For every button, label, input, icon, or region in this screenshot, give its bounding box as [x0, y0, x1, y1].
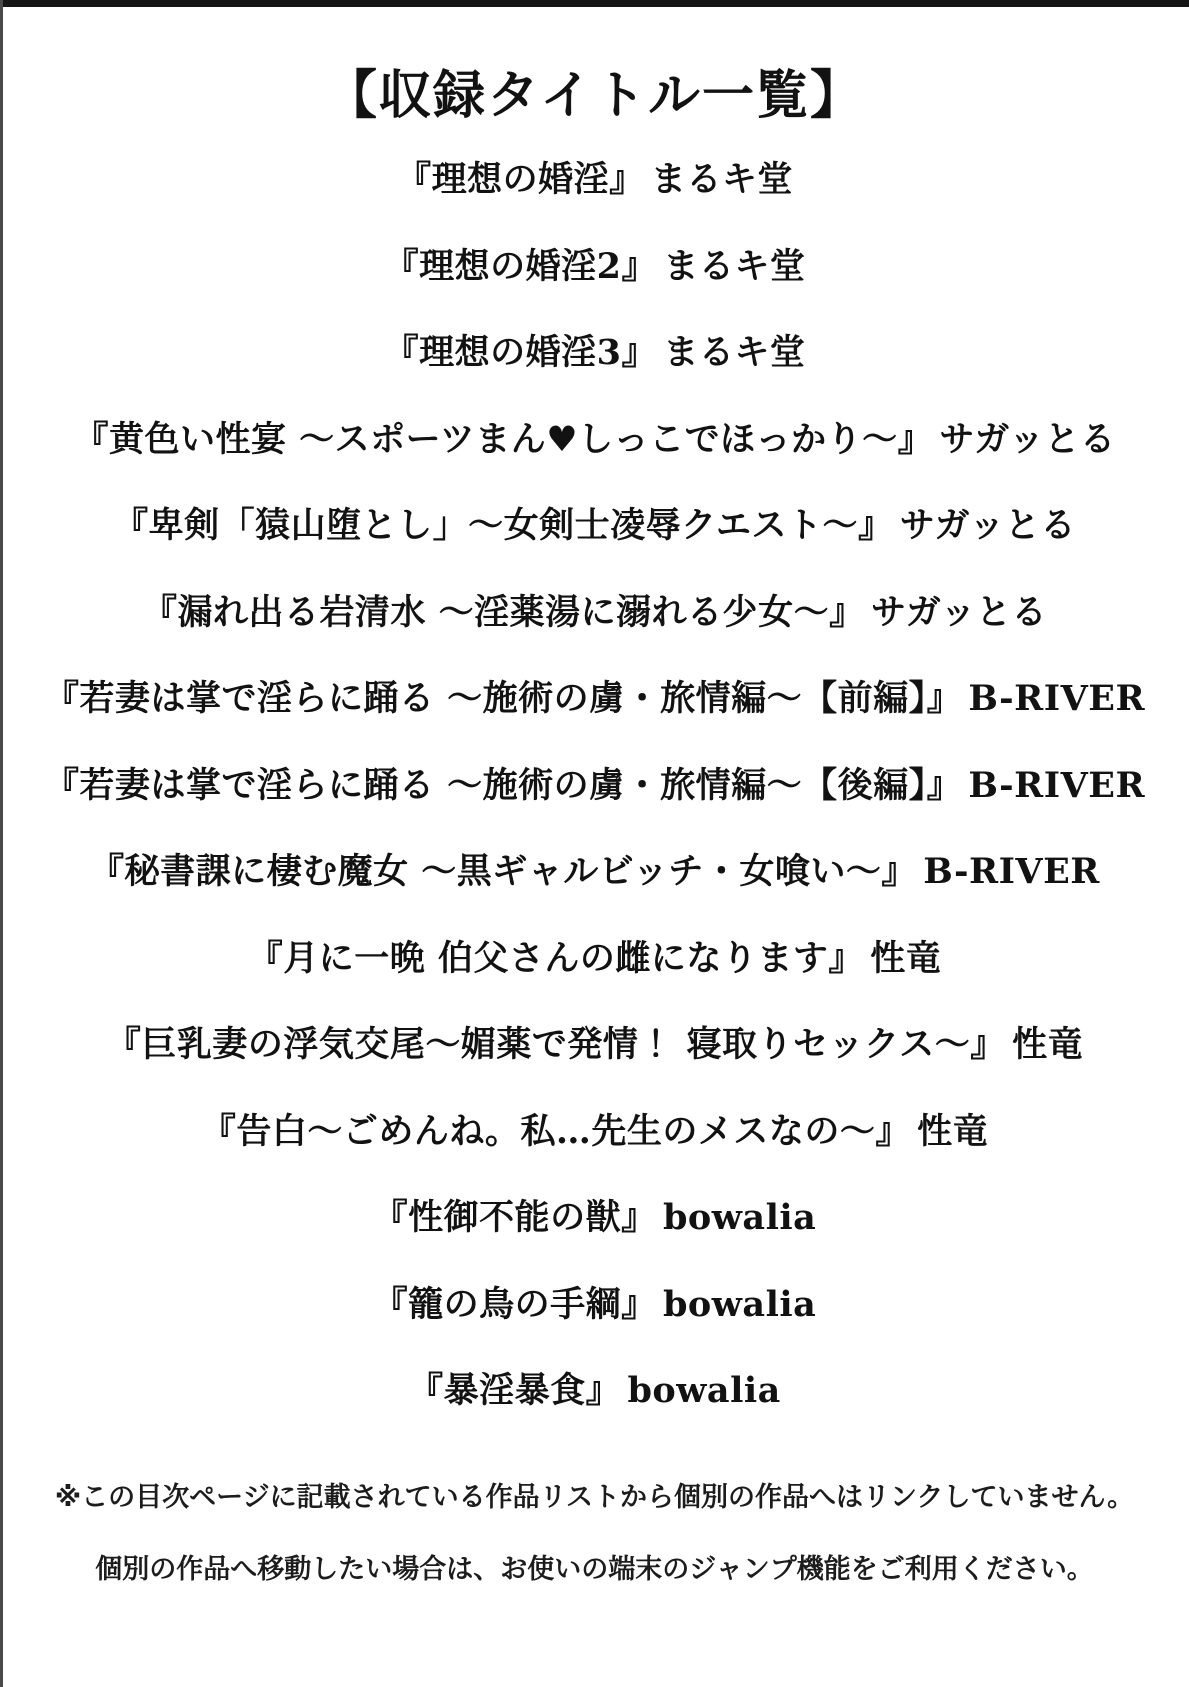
footer-note [0, 1462, 1189, 1606]
entry-title: 『月に一晩 伯父さんの雌になります』 [247, 937, 864, 979]
toc-entry [0, 743, 1189, 830]
toc-entry [0, 1089, 1189, 1176]
page-top-border [0, 0, 1189, 7]
toc-list [0, 137, 1189, 1435]
entry-title: 『若妻は掌で淫らに踊る ～施術の虜・旅情編～【前編】』 [43, 678, 963, 719]
entry-title: 『卑剣「猿山堕とし」～女剣士凌辱クエスト～』 [113, 505, 894, 546]
entry-author: B-RIVER [968, 764, 1146, 806]
toc-entry [0, 397, 1189, 484]
entry-author: サガッとる [939, 418, 1116, 460]
toc-entry [0, 1348, 1189, 1435]
entry-title: 『黄色い性宴 ～スポーツまん♥しっこでほっかり～』 [73, 418, 934, 460]
entry-title: 『理想の婚淫3』 [383, 332, 658, 373]
entry-author: まるキ堂 [663, 245, 806, 287]
toc-entry [0, 224, 1189, 311]
entry-title: 『理想の婚淫2』 [383, 245, 658, 287]
entry-title: 『秘書課に棲む魔女 ～黒ギャルビッチ・女喰い～』 [89, 851, 917, 892]
entry-author: 性竜 [870, 937, 942, 979]
footer-line-2: 個別の作品へ移動したい場合は、お使いの端末のジャンプ機能をご利用ください。 [95, 1553, 1094, 1585]
entry-author: B-RIVER [968, 678, 1146, 719]
page-left-border [0, 0, 3, 1687]
toc-entry [0, 483, 1189, 570]
entry-title: 『性御不能の獣』 [372, 1197, 657, 1238]
footer-line-1: ※この目次ページに記載されている作品リストから個別の作品へはリンクしていません。 [54, 1481, 1135, 1513]
entry-author: bowalia [662, 1283, 817, 1325]
entry-title: 『告白～ごめんね。私…先生のメスなの～』 [200, 1110, 911, 1152]
toc-entry [0, 1002, 1189, 1089]
entry-author: bowalia [662, 1197, 817, 1238]
entry-author: まるキ堂 [650, 159, 793, 200]
entry-author: bowalia [627, 1370, 781, 1411]
entry-title: 『理想の婚淫』 [396, 159, 645, 200]
toc-entry [0, 310, 1189, 397]
entry-title: 『若妻は掌で淫らに踊る ～施術の虜・旅情編～【後編】』 [43, 764, 963, 806]
entry-author: サガッとる [870, 591, 1048, 633]
entry-author: 性竜 [1012, 1024, 1084, 1065]
entry-title: 『漏れ出る岩清水 ～淫薬湯に溺れる少女～』 [141, 591, 865, 633]
entry-author: サガッとる [899, 505, 1076, 546]
toc-entry [0, 656, 1189, 743]
page-title: 【収録タイトル一覧】 [325, 65, 864, 126]
entry-title: 『籠の鳥の手綱』 [372, 1283, 657, 1325]
toc-entry [0, 1262, 1189, 1349]
entry-author: まるキ堂 [663, 332, 806, 373]
toc-entry [0, 137, 1189, 224]
toc-entry [0, 829, 1189, 916]
toc-entry [0, 916, 1189, 1003]
entry-title: 『暴淫暴食』 [408, 1370, 622, 1411]
entry-author: B-RIVER [923, 851, 1100, 892]
toc-entry [0, 570, 1189, 657]
entry-author: 性竜 [917, 1110, 989, 1152]
entry-title: 『巨乳妻の浮気交尾～媚薬で発情！ 寝取りセックス～』 [105, 1024, 1006, 1065]
toc-entry [0, 1175, 1189, 1262]
